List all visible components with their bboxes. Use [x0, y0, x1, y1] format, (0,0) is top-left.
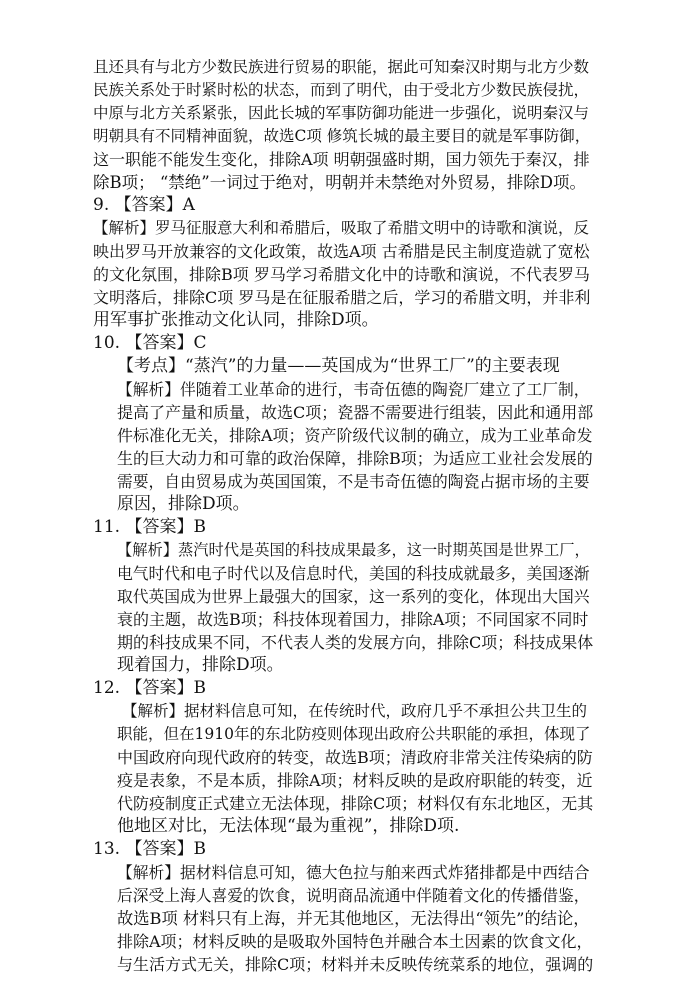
text-line: 疫是表象，不是本质，排除A项；材料反映的是政府职能的转变，近: [117, 771, 593, 790]
answer-heading: 9. 【答案】A: [93, 195, 195, 215]
text-line: 故选B项 材料只有上海，并无其他地区，无法得出“领先”的结论，: [117, 909, 590, 928]
text-line: 用军事扩张推动文化认同，排除D项。: [93, 310, 379, 330]
text-line: 排除A项；材料反映的是吸取外国特色并融合本土因素的饮食文化，: [117, 932, 593, 951]
text-line: 且还具有与北方少数民族进行贸易的职能，据此可知秦汉时期与北方少数: [93, 58, 590, 76]
text-line: 除B项； “禁绝”一词过于绝对，明朝并未禁绝对外贸易，排除D项。: [93, 173, 586, 192]
text-line: 需要，自由贸易成为英国国策，不是韦奇伍德的陶瓷占据市场的主要: [117, 472, 590, 491]
answer-heading: 10. 【答案】C: [93, 333, 207, 353]
text-line: 生的巨大动力和可靠的政治保障，排除B项；为适应工业社会发展的: [117, 449, 593, 468]
text-line: 【考点】“蒸汽”的力量——英国成为“世界工厂”的主要表现: [117, 356, 560, 376]
answer-heading: 13. 【答案】B: [93, 839, 206, 859]
text-line: 明朝具有不同精神面貌，故选C项 修筑长城的最主要目的就是军事防御，: [93, 127, 591, 145]
text-line: 他地区对比，无法体现“最为重视”，排除D项.: [117, 816, 460, 836]
text-line: 文明落后，排除C项 罗马是在征服希腊之后，学习的希腊文明，并非利: [93, 288, 591, 307]
question-13: [93, 838, 608, 976]
text-line: 映出罗马开放兼容的文化政策，故选A项 古希腊是民主制度造就了宽松: [93, 242, 590, 261]
text-line: 原因，排除D项。: [117, 494, 250, 514]
text-line: 【解析】据材料信息可知，德大色拉与舶来西式炸猪排都是中西结合: [117, 863, 590, 882]
text-line: 代防疫制度正式建立无法体现，排除C项；材料仅有东北地区，无其: [117, 794, 594, 813]
text-line: 民族关系处于时紧时松的状态，而到了明代，由于受北方少数民族侵扰，: [93, 81, 590, 99]
text-line: 提高了产量和质量，故选C项；瓷器不需要进行组装，因此和通用部: [117, 403, 594, 422]
text-line: 【解析】罗马征服意大利和希腊后，吸取了希腊文明中的诗歌和演说，反: [93, 219, 590, 237]
answer-heading: 12. 【答案】B: [93, 678, 206, 698]
continued-explanation: [93, 56, 608, 194]
text-line: 这一职能不能发生变化，排除A项 明朝强盛时期，国力领先于秦汉，排: [93, 150, 590, 169]
question-12: [93, 677, 608, 838]
text-line: 与生活方式无关，排除C项；材料并未反映传统菜系的地位，强调的: [117, 955, 594, 974]
text-line: 取代英国成为世界上最强大的国家，这一系列的变化，体现出大国兴: [117, 587, 590, 606]
question-10: [93, 332, 608, 516]
text-line: 电气时代和电子时代以及信息时代，美国的科技成就最多，美国逐渐: [117, 564, 590, 583]
text-line: 【解析】蒸汽时代是英国的科技成果最多，这一时期英国是世界工厂，: [117, 541, 590, 559]
answer-heading: 11. 【答案】B: [93, 517, 206, 537]
text-line: 衰的主题，故选B项；科技体现着国力，排除A项；不同国家不同时: [117, 610, 589, 629]
text-line: 职能，但在1910年的东北防疫则体现出政府公共职能的承担，体现了: [117, 725, 591, 743]
text-line: 期的科技成果不同，不代表人类的发展方向，排除C项；科技成果体: [117, 633, 594, 652]
text-line: 件标准化无关，排除A项；资产阶级代议制的确立，成为工业革命发: [117, 426, 593, 445]
question-11: [93, 516, 608, 677]
text-line: 【解析】据材料信息可知，在传统时代，政府几乎不承担公共卫生的: [122, 702, 588, 720]
text-line: 【解析】伴随着工业革命的进行，韦奇伍德的陶瓷厂建立了工厂制，: [117, 380, 590, 399]
text-line: 中国政府向现代政府的转变，故选B项；清政府非常关注传染病的防: [117, 748, 593, 767]
question-9: [93, 194, 608, 332]
text-line: 后深受上海人喜爱的饮食，说明商品流通中伴随着文化的传播借鉴，: [117, 886, 590, 905]
text-line: 的文化氛围，排除B项 罗马学习希腊文化中的诗歌和演说，不代表罗马: [93, 265, 590, 284]
text-line: 现着国力，排除D项。: [117, 655, 284, 675]
answer-explanations: [93, 56, 608, 976]
text-line: 中原与北方关系紧张，因此长城的军事防御功能进一步强化，说明秦汉与: [93, 104, 590, 122]
